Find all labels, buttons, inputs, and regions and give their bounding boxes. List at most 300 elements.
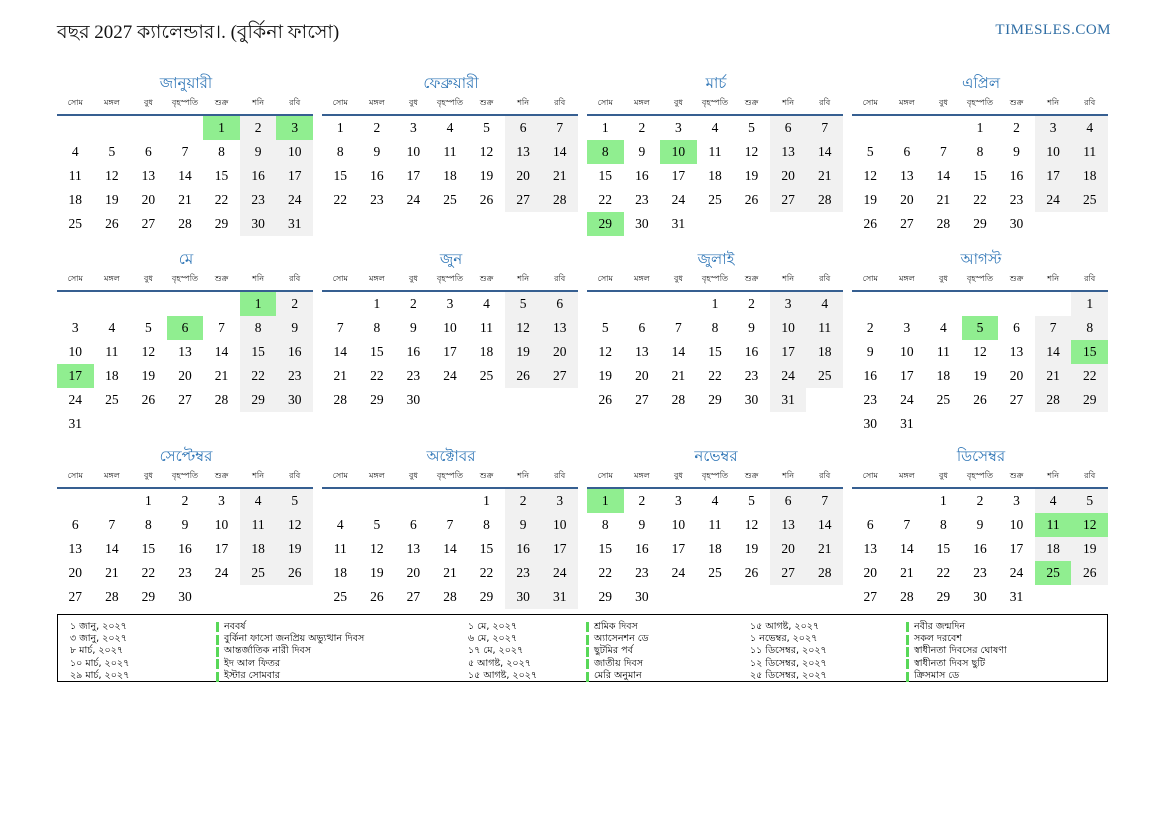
day-cell: 19 <box>744 168 759 183</box>
day-cell: 25 <box>708 192 722 207</box>
day-cell: 17 <box>770 340 807 364</box>
day-cell: 20 <box>178 368 192 383</box>
day-cell: 15 <box>370 344 384 359</box>
weekday-header: মঙ্গল <box>889 273 926 291</box>
day-cell: 5 <box>601 320 609 335</box>
day-cell: 19 <box>973 368 987 383</box>
day-cell: 27 <box>141 216 156 231</box>
day-cell: 12 <box>505 316 542 340</box>
legend-column <box>738 621 1107 683</box>
day-cell: 28 <box>900 589 914 604</box>
day-cell: 10 <box>1035 140 1072 164</box>
month-calendar <box>322 244 580 441</box>
weekday-header: শুক্র <box>998 470 1035 488</box>
day-cell: 7 <box>541 115 578 140</box>
day-cell: 29 <box>1071 388 1108 412</box>
legend-holiday-label: আন্তর্জাতিক নারী দিবস <box>224 645 312 657</box>
day-cell: 14 <box>214 344 229 359</box>
day-cell: 6 <box>410 517 417 532</box>
day-cell: 5 <box>748 493 755 508</box>
day-cell: 19 <box>141 368 156 383</box>
weekday-header: সোম <box>57 273 94 291</box>
day-cell: 23 <box>370 192 384 207</box>
day-cell: 21 <box>806 537 843 561</box>
day-cell: 19 <box>276 537 313 561</box>
day-cell: 19 <box>1071 537 1108 561</box>
weekday-header: শনি <box>1035 470 1072 488</box>
empty-cell <box>541 388 578 412</box>
empty-cell <box>57 488 94 513</box>
day-cell: 17 <box>1009 541 1024 556</box>
month-calendar <box>57 244 315 441</box>
day-cell: 21 <box>541 164 578 188</box>
weekday-header: সোম <box>587 470 624 488</box>
day-cell: 12 <box>141 344 156 359</box>
day-cell: 18 <box>1035 537 1072 561</box>
day-cell: 6 <box>167 316 204 340</box>
weekday-header: শনি <box>240 470 277 488</box>
weekday-header: বৃহস্পতি <box>962 470 999 488</box>
legend-date: ১৫ আগষ্ট, ২০২৭ <box>750 620 820 632</box>
weekday-header: মঙ্গল <box>359 97 396 115</box>
empty-cell <box>167 115 204 140</box>
empty-cell <box>770 585 807 609</box>
legend-column <box>58 621 456 683</box>
day-cell: 2 <box>240 115 277 140</box>
day-cell: 16 <box>635 168 649 183</box>
month-title: ফেব্রুয়ারী <box>423 74 479 92</box>
day-cell: 27 <box>900 216 914 231</box>
day-cell: 11 <box>333 541 347 556</box>
day-cell: 27 <box>770 561 807 585</box>
day-cell: 16 <box>973 541 987 556</box>
weekday-header: রবি <box>1071 470 1108 488</box>
day-cell: 21 <box>671 368 686 383</box>
day-cell: 6 <box>541 291 578 316</box>
day-cell: 11 <box>708 144 722 159</box>
weekday-header: রবি <box>806 273 843 291</box>
weekday-header: রবি <box>1071 273 1108 291</box>
day-cell: 5 <box>276 488 313 513</box>
day-cell: 14 <box>806 140 843 164</box>
empty-cell <box>624 291 661 316</box>
weekday-header: রবি <box>276 97 313 115</box>
day-cell: 16 <box>1009 168 1024 183</box>
empty-cell <box>852 488 889 513</box>
day-cell: 14 <box>671 344 686 359</box>
day-cell: 2 <box>276 291 313 316</box>
day-cell: 8 <box>145 517 152 532</box>
day-cell: 18 <box>443 168 457 183</box>
holiday-marker-icon <box>906 672 909 682</box>
day-cell: 9 <box>410 320 417 335</box>
weekday-header: সোম <box>57 470 94 488</box>
day-cell: 31 <box>671 216 686 231</box>
day-cell: 15 <box>973 168 987 183</box>
empty-cell <box>962 412 999 436</box>
day-cell: 21 <box>900 565 914 580</box>
legend-column <box>456 621 738 683</box>
day-cell: 7 <box>675 320 682 335</box>
day-cell: 26 <box>598 392 613 407</box>
day-cell: 30 <box>973 589 987 604</box>
day-cell: 14 <box>333 344 348 359</box>
day-cell: 3 <box>1013 493 1020 508</box>
day-cell: 30 <box>635 589 649 604</box>
weekday-header: রবি <box>806 470 843 488</box>
day-cell: 11 <box>806 316 843 340</box>
month-calendar <box>587 244 845 441</box>
day-cell: 6 <box>866 517 874 532</box>
day-cell: 22 <box>936 565 951 580</box>
holiday-marker-icon <box>216 622 219 632</box>
day-cell: 22 <box>333 192 348 207</box>
day-cell: 12 <box>370 541 384 556</box>
day-cell: 8 <box>218 144 225 159</box>
day-cell: 26 <box>863 216 878 231</box>
day-cell: 4 <box>71 144 79 159</box>
day-cell: 5 <box>108 144 116 159</box>
weekday-header: বুধ <box>130 273 167 291</box>
day-cell: 26 <box>1071 561 1108 585</box>
empty-cell <box>852 291 889 316</box>
day-cell: 23 <box>635 192 649 207</box>
day-cell: 25 <box>333 589 348 604</box>
month-calendar <box>322 441 580 621</box>
weekday-header: সোম <box>587 97 624 115</box>
day-cell: 5 <box>748 120 755 135</box>
day-cell: 1 <box>373 296 381 311</box>
day-cell: 30 <box>744 392 759 407</box>
day-cell: 23 <box>178 565 192 580</box>
empty-cell <box>203 291 240 316</box>
day-cell: 19 <box>479 168 494 183</box>
day-cell: 13 <box>1009 344 1024 359</box>
day-cell: 23 <box>240 188 277 212</box>
day-cell: 12 <box>105 168 119 183</box>
weekday-header: মঙ্গল <box>889 470 926 488</box>
day-cell: 7 <box>806 115 843 140</box>
day-cell: 23 <box>1009 192 1024 207</box>
empty-cell <box>1071 212 1108 236</box>
day-cell: 2 <box>1013 120 1020 135</box>
legend-holiday-label: স্বাধীনতা দিবস ছুটি <box>914 657 986 669</box>
day-cell: 31 <box>68 416 83 431</box>
weekday-header: বুধ <box>395 97 432 115</box>
day-cell: 15 <box>598 541 613 556</box>
day-cell: 29 <box>141 589 156 604</box>
legend-holiday-name <box>216 669 456 684</box>
weekday-header: শুক্র <box>998 273 1035 291</box>
site-link[interactable]: TIMESLES.COM <box>995 22 1111 38</box>
weekday-header: শুক্র <box>468 470 505 488</box>
day-cell: 16 <box>863 368 878 383</box>
day-cell: 1 <box>145 493 152 508</box>
day-cell: 12 <box>973 344 987 359</box>
day-cell: 24 <box>671 565 686 580</box>
empty-cell <box>925 291 962 316</box>
empty-cell <box>1035 585 1072 609</box>
day-cell: 20 <box>770 164 807 188</box>
day-cell: 11 <box>708 517 722 532</box>
day-cell: 15 <box>708 344 722 359</box>
day-cell: 13 <box>68 541 83 556</box>
day-cell: 8 <box>240 316 277 340</box>
weekday-header: রবি <box>276 470 313 488</box>
day-cell: 30 <box>406 392 421 407</box>
day-cell: 14 <box>443 541 457 556</box>
day-cell: 29 <box>240 388 277 412</box>
empty-cell <box>889 488 926 513</box>
day-cell: 2 <box>181 493 189 508</box>
legend-holiday-label: অ্যাসেনশন ডে <box>594 633 649 645</box>
day-cell: 8 <box>711 320 719 335</box>
legend-holiday-label: বুর্কিনা ফাসো জনপ্রিয় অভ্যুত্থান দিবস <box>224 633 365 645</box>
weekday-header: মঙ্গল <box>359 470 396 488</box>
day-cell: 3 <box>410 120 417 135</box>
day-cell: 8 <box>1071 316 1108 340</box>
day-cell: 12 <box>276 513 313 537</box>
day-cell: 19 <box>370 565 384 580</box>
day-cell: 21 <box>443 565 457 580</box>
day-cell: 11 <box>105 344 119 359</box>
empty-cell <box>322 488 359 513</box>
empty-cell <box>962 291 999 316</box>
legend-date: ৫ আগষ্ট, ২০২৭ <box>468 657 531 669</box>
weekday-header: বুধ <box>660 97 697 115</box>
day-cell: 24 <box>900 392 914 407</box>
month-calendar <box>587 68 845 244</box>
day-cell: 20 <box>635 368 649 383</box>
weekday-header: শুক্র <box>203 470 240 488</box>
day-cell: 17 <box>214 541 229 556</box>
weekday-header: শুক্র <box>468 273 505 291</box>
day-cell: 17 <box>276 164 313 188</box>
day-cell: 1 <box>976 120 984 135</box>
day-cell: 22 <box>973 192 987 207</box>
day-cell: 13 <box>900 168 914 183</box>
day-cell: 24 <box>671 192 686 207</box>
empty-cell <box>925 115 962 140</box>
empty-cell <box>130 291 167 316</box>
day-cell: 19 <box>863 192 878 207</box>
day-cell: 5 <box>1071 488 1108 513</box>
empty-cell <box>240 585 277 609</box>
day-cell: 20 <box>141 192 156 207</box>
holiday-marker-icon <box>906 622 909 632</box>
weekday-header: শুক্র <box>468 97 505 115</box>
day-cell: 1 <box>601 120 609 135</box>
day-cell: 13 <box>141 168 156 183</box>
day-cell: 23 <box>276 364 313 388</box>
day-cell: 9 <box>748 320 755 335</box>
legend-date: ১০ মার্চ, ২০২৭ <box>70 657 130 669</box>
weekday-header: সোম <box>322 470 359 488</box>
day-cell: 2 <box>976 493 984 508</box>
weekday-header: মঙ্গল <box>94 470 131 488</box>
day-cell: 3 <box>446 296 454 311</box>
legend-holiday-label: ইদ আল ফিতর <box>224 657 281 669</box>
empty-cell <box>359 488 396 513</box>
day-cell: 25 <box>936 392 951 407</box>
weekday-header: সোম <box>852 470 889 488</box>
day-cell: 18 <box>708 541 722 556</box>
legend-holiday-label: নবীর জন্মদিন <box>914 620 965 632</box>
day-cell: 27 <box>1009 392 1024 407</box>
day-cell: 3 <box>218 493 225 508</box>
day-cell: 8 <box>601 517 609 532</box>
day-cell: 15 <box>479 541 494 556</box>
day-cell: 9 <box>240 140 277 164</box>
weekday-header: বুধ <box>660 470 697 488</box>
weekday-header: মঙ্গল <box>624 470 661 488</box>
day-cell: 23 <box>505 561 542 585</box>
day-cell: 29 <box>973 216 987 231</box>
day-cell: 15 <box>141 541 156 556</box>
day-cell: 5 <box>866 144 874 159</box>
month-title: জুন <box>439 250 463 268</box>
day-cell: 9 <box>276 316 313 340</box>
day-cell: 30 <box>1009 216 1024 231</box>
day-cell: 7 <box>903 517 911 532</box>
day-cell: 12 <box>863 168 878 183</box>
day-cell: 22 <box>370 368 384 383</box>
day-cell: 22 <box>479 565 494 580</box>
day-cell: 29 <box>479 589 494 604</box>
day-cell: 4 <box>711 493 719 508</box>
day-cell: 30 <box>178 589 192 604</box>
day-cell: 4 <box>940 320 947 335</box>
day-cell: 4 <box>446 120 454 135</box>
weekday-header: বুধ <box>925 470 962 488</box>
day-cell: 16 <box>370 168 384 183</box>
day-cell: 24 <box>770 364 807 388</box>
day-cell: 22 <box>1071 364 1108 388</box>
page-title: বছর 2027 ক্যালেন্ডার।. (বুর্কিনা ফাসো) <box>57 22 340 43</box>
day-cell: 7 <box>181 144 189 159</box>
day-cell: 26 <box>276 561 313 585</box>
day-cell: 19 <box>598 368 613 383</box>
weekday-header: বৃহস্পতি <box>432 470 469 488</box>
empty-cell <box>130 412 167 436</box>
weekday-header: সোম <box>587 273 624 291</box>
empty-cell <box>203 585 240 609</box>
day-cell: 28 <box>214 392 229 407</box>
weekday-header: শনি <box>770 273 807 291</box>
day-cell: 30 <box>863 416 878 431</box>
legend-holiday-label: ক্রিসমাস ডে <box>914 670 960 682</box>
day-cell: 25 <box>708 565 722 580</box>
day-cell: 6 <box>770 115 807 140</box>
day-cell: 28 <box>443 589 457 604</box>
month-title: জুলাই <box>697 250 735 268</box>
empty-cell <box>57 291 94 316</box>
day-cell: 29 <box>370 392 384 407</box>
holiday-marker-icon <box>906 635 909 645</box>
month-title: মে <box>178 250 194 268</box>
weekday-header: শুক্র <box>733 273 770 291</box>
day-cell: 13 <box>635 344 649 359</box>
day-cell: 18 <box>708 168 722 183</box>
empty-cell <box>94 115 131 140</box>
day-cell: 4 <box>336 517 344 532</box>
weekday-header: শুক্র <box>733 97 770 115</box>
empty-cell <box>432 388 469 412</box>
day-cell: 25 <box>240 561 277 585</box>
day-cell: 13 <box>178 344 192 359</box>
day-cell: 9 <box>373 144 381 159</box>
day-cell: 20 <box>541 340 578 364</box>
weekday-header: বুধ <box>130 470 167 488</box>
day-cell: 2 <box>866 320 874 335</box>
day-cell: 4 <box>711 120 719 135</box>
day-cell: 3 <box>770 291 807 316</box>
day-cell: 28 <box>178 216 192 231</box>
day-cell: 26 <box>505 364 542 388</box>
empty-cell <box>167 412 204 436</box>
day-cell: 14 <box>105 541 119 556</box>
empty-cell <box>130 115 167 140</box>
day-cell: 7 <box>218 320 225 335</box>
day-cell: 25 <box>443 192 457 207</box>
day-cell: 17 <box>671 541 686 556</box>
legend-holiday-name <box>906 669 1107 684</box>
empty-cell <box>806 388 843 412</box>
day-cell: 29 <box>587 212 624 236</box>
month-title: সেপ্টেম্বর <box>159 447 213 465</box>
day-cell: 5 <box>505 291 542 316</box>
weekday-header: শুক্র <box>998 97 1035 115</box>
day-cell: 2 <box>505 488 542 513</box>
day-cell: 31 <box>276 212 313 236</box>
legend-date: ১ নভেম্বর, ২০২৭ <box>750 633 818 645</box>
day-cell: 26 <box>141 392 156 407</box>
month-title: ডিসেম্বর <box>956 447 1006 465</box>
day-cell: 20 <box>900 192 914 207</box>
day-cell: 16 <box>240 164 277 188</box>
day-cell: 22 <box>708 368 722 383</box>
day-cell: 3 <box>903 320 911 335</box>
weekday-header: শনি <box>505 470 542 488</box>
day-cell: 15 <box>214 168 229 183</box>
empty-cell <box>733 585 770 609</box>
month-title: জানুয়ারী <box>159 74 213 92</box>
weekday-header: রবি <box>541 97 578 115</box>
day-cell: 14 <box>178 168 192 183</box>
day-cell: 26 <box>744 192 759 207</box>
weekday-header: বৃহস্পতি <box>167 273 204 291</box>
empty-cell <box>94 488 131 513</box>
legend-date: ১৫ আগষ্ট, ২০২৭ <box>468 670 538 682</box>
day-cell: 26 <box>105 216 119 231</box>
day-cell: 3 <box>71 320 79 335</box>
day-cell: 5 <box>962 316 999 340</box>
day-cell: 20 <box>1009 368 1024 383</box>
month-calendar <box>852 68 1110 244</box>
day-cell: 10 <box>671 517 686 532</box>
empty-cell <box>889 291 926 316</box>
empty-cell <box>432 488 469 513</box>
day-cell: 28 <box>333 392 348 407</box>
day-cell: 10 <box>541 513 578 537</box>
weekday-header: বৃহস্পতি <box>432 97 469 115</box>
empty-cell <box>1035 412 1072 436</box>
day-cell: 10 <box>276 140 313 164</box>
day-cell: 14 <box>900 541 914 556</box>
day-cell: 13 <box>406 541 421 556</box>
day-cell: 2 <box>373 120 381 135</box>
day-cell: 5 <box>145 320 152 335</box>
